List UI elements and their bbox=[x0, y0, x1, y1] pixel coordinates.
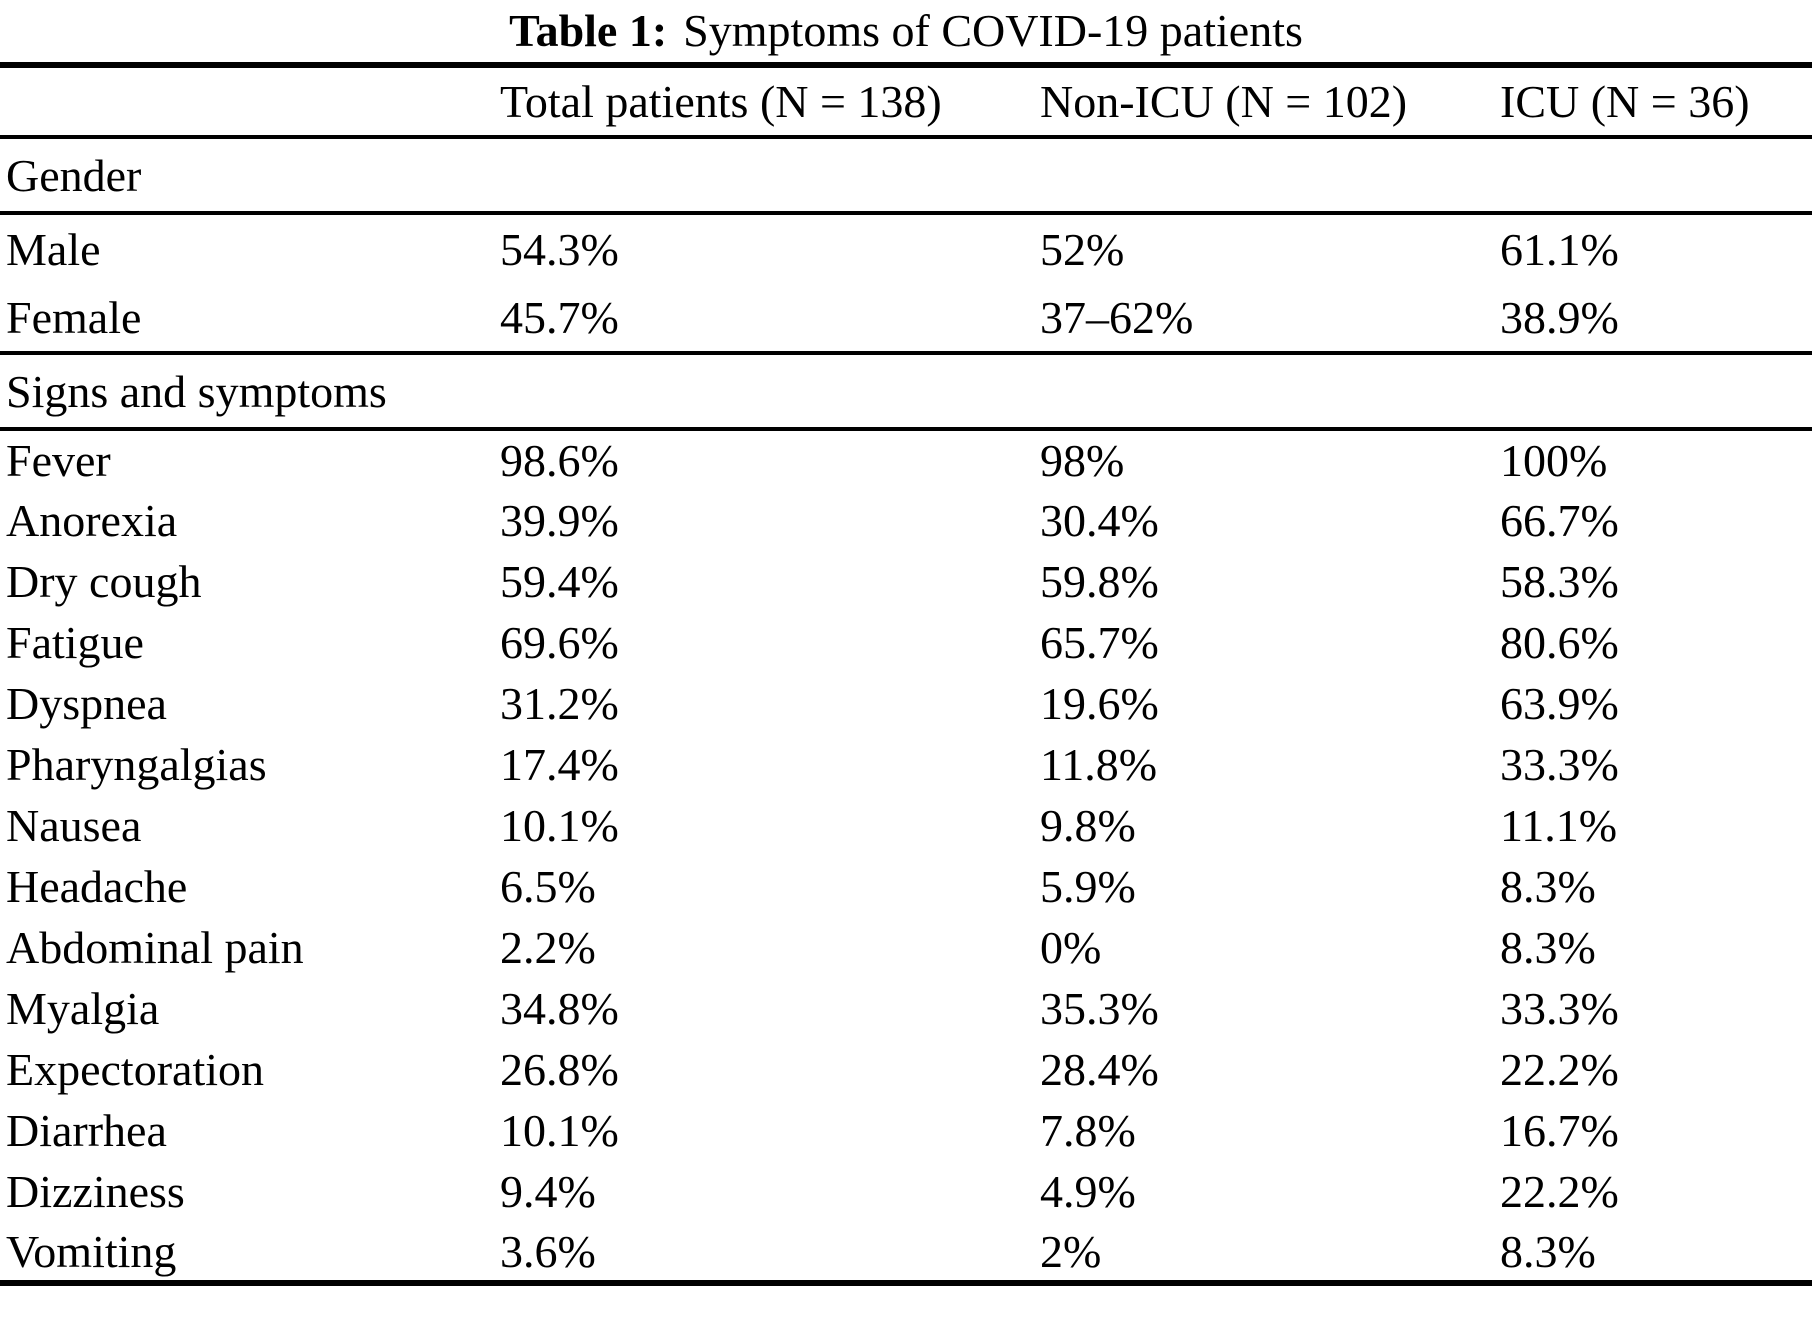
table-row bbox=[0, 978, 1812, 1039]
table-header bbox=[0, 65, 1812, 137]
cell-icu: 8.3% bbox=[1500, 922, 1596, 973]
cell-icu: 33.3% bbox=[1500, 983, 1619, 1034]
table-row bbox=[0, 551, 1812, 612]
cell-non-icu: 52% bbox=[1040, 223, 1125, 275]
row-label: Abdominal pain bbox=[6, 922, 304, 973]
table-caption-number: Table 1: bbox=[509, 5, 668, 56]
row-label: Diarrhea bbox=[6, 1105, 167, 1156]
column-header-icu: ICU (N = 36) bbox=[1500, 76, 1750, 127]
cell-total: 69.6% bbox=[500, 617, 619, 668]
table-row bbox=[0, 612, 1812, 673]
cell-non-icu: 0% bbox=[1040, 922, 1102, 973]
cell-icu: 61.1% bbox=[1500, 223, 1619, 275]
row-label: Expectoration bbox=[6, 1044, 265, 1095]
table-row bbox=[0, 1100, 1812, 1161]
row-label: Male bbox=[6, 223, 101, 275]
cell-total: 34.8% bbox=[500, 983, 619, 1034]
section-row-gender bbox=[0, 137, 1812, 213]
table-row bbox=[0, 856, 1812, 917]
table-row bbox=[0, 734, 1812, 795]
cell-non-icu: 98% bbox=[1040, 435, 1125, 486]
symptoms-table bbox=[0, 62, 1812, 1286]
cell-non-icu: 59.8% bbox=[1040, 556, 1159, 607]
row-label: Dry cough bbox=[6, 556, 202, 607]
table-row bbox=[0, 917, 1812, 978]
row-label: Fever bbox=[6, 435, 111, 486]
table-caption-title: Symptoms of COVID-19 patients bbox=[683, 5, 1303, 56]
cell-icu: 8.3% bbox=[1500, 1225, 1596, 1277]
cell-total: 54.3% bbox=[500, 223, 619, 275]
cell-non-icu: 9.8% bbox=[1040, 800, 1136, 851]
table-row bbox=[0, 429, 1812, 490]
table-row bbox=[0, 283, 1812, 353]
cell-total: 2.2% bbox=[500, 922, 596, 973]
cell-total: 39.9% bbox=[500, 495, 619, 546]
cell-icu: 38.9% bbox=[1500, 291, 1619, 343]
cell-non-icu: 28.4% bbox=[1040, 1044, 1159, 1095]
column-header-total: Total patients (N = 138) bbox=[500, 76, 942, 127]
cell-non-icu: 11.8% bbox=[1040, 739, 1158, 790]
cell-total: 31.2% bbox=[500, 678, 619, 729]
cell-total: 9.4% bbox=[500, 1166, 596, 1217]
table-caption bbox=[0, 4, 1812, 62]
row-label: Dizziness bbox=[6, 1166, 185, 1217]
cell-icu: 22.2% bbox=[1500, 1044, 1619, 1095]
cell-total: 10.1% bbox=[500, 800, 619, 851]
column-header-empty bbox=[0, 65, 500, 137]
cell-total: 59.4% bbox=[500, 556, 619, 607]
section-header-gender: Gender bbox=[6, 149, 142, 201]
cell-total: 98.6% bbox=[500, 435, 619, 486]
table-row bbox=[0, 1161, 1812, 1222]
section-header-signs-and-symptoms: Signs and symptoms bbox=[6, 365, 387, 417]
section-row-signs-and-symptoms bbox=[0, 353, 1812, 429]
row-label: Nausea bbox=[6, 800, 142, 851]
cell-icu: 8.3% bbox=[1500, 861, 1596, 912]
table-row bbox=[0, 1222, 1812, 1283]
cell-icu: 80.6% bbox=[1500, 617, 1619, 668]
row-label: Female bbox=[6, 291, 142, 343]
row-label: Anorexia bbox=[6, 495, 178, 546]
symptoms-table-body bbox=[0, 137, 1812, 1283]
cell-non-icu: 5.9% bbox=[1040, 861, 1136, 912]
table-row bbox=[0, 490, 1812, 551]
cell-non-icu: 7.8% bbox=[1040, 1105, 1136, 1156]
table-header-row bbox=[0, 65, 1812, 137]
cell-icu: 22.2% bbox=[1500, 1166, 1619, 1217]
cell-icu: 63.9% bbox=[1500, 678, 1619, 729]
column-header-non-icu: Non-ICU (N = 102) bbox=[1040, 76, 1408, 127]
cell-non-icu: 2% bbox=[1040, 1225, 1102, 1277]
cell-non-icu: 37–62% bbox=[1040, 291, 1194, 343]
table-row bbox=[0, 673, 1812, 734]
cell-total: 45.7% bbox=[500, 291, 619, 343]
cell-non-icu: 35.3% bbox=[1040, 983, 1159, 1034]
cell-non-icu: 30.4% bbox=[1040, 495, 1159, 546]
cell-non-icu: 4.9% bbox=[1040, 1166, 1136, 1217]
row-label: Vomiting bbox=[6, 1225, 177, 1277]
table-row bbox=[0, 213, 1812, 283]
cell-icu: 66.7% bbox=[1500, 495, 1619, 546]
cell-non-icu: 65.7% bbox=[1040, 617, 1159, 668]
cell-total: 10.1% bbox=[500, 1105, 619, 1156]
cell-non-icu: 19.6% bbox=[1040, 678, 1159, 729]
cell-total: 6.5% bbox=[500, 861, 596, 912]
cell-total: 17.4% bbox=[500, 739, 619, 790]
cell-icu: 11.1% bbox=[1500, 800, 1618, 851]
row-label: Myalgia bbox=[6, 983, 160, 1034]
row-label: Fatigue bbox=[6, 617, 144, 668]
cell-icu: 100% bbox=[1500, 435, 1608, 486]
cell-total: 26.8% bbox=[500, 1044, 619, 1095]
cell-icu: 16.7% bbox=[1500, 1105, 1619, 1156]
cell-icu: 33.3% bbox=[1500, 739, 1619, 790]
row-label: Pharyngalgias bbox=[6, 739, 267, 790]
table-row bbox=[0, 795, 1812, 856]
row-label: Headache bbox=[6, 861, 188, 912]
cell-icu: 58.3% bbox=[1500, 556, 1619, 607]
table-row bbox=[0, 1039, 1812, 1100]
cell-total: 3.6% bbox=[500, 1225, 596, 1277]
row-label: Dyspnea bbox=[6, 678, 167, 729]
